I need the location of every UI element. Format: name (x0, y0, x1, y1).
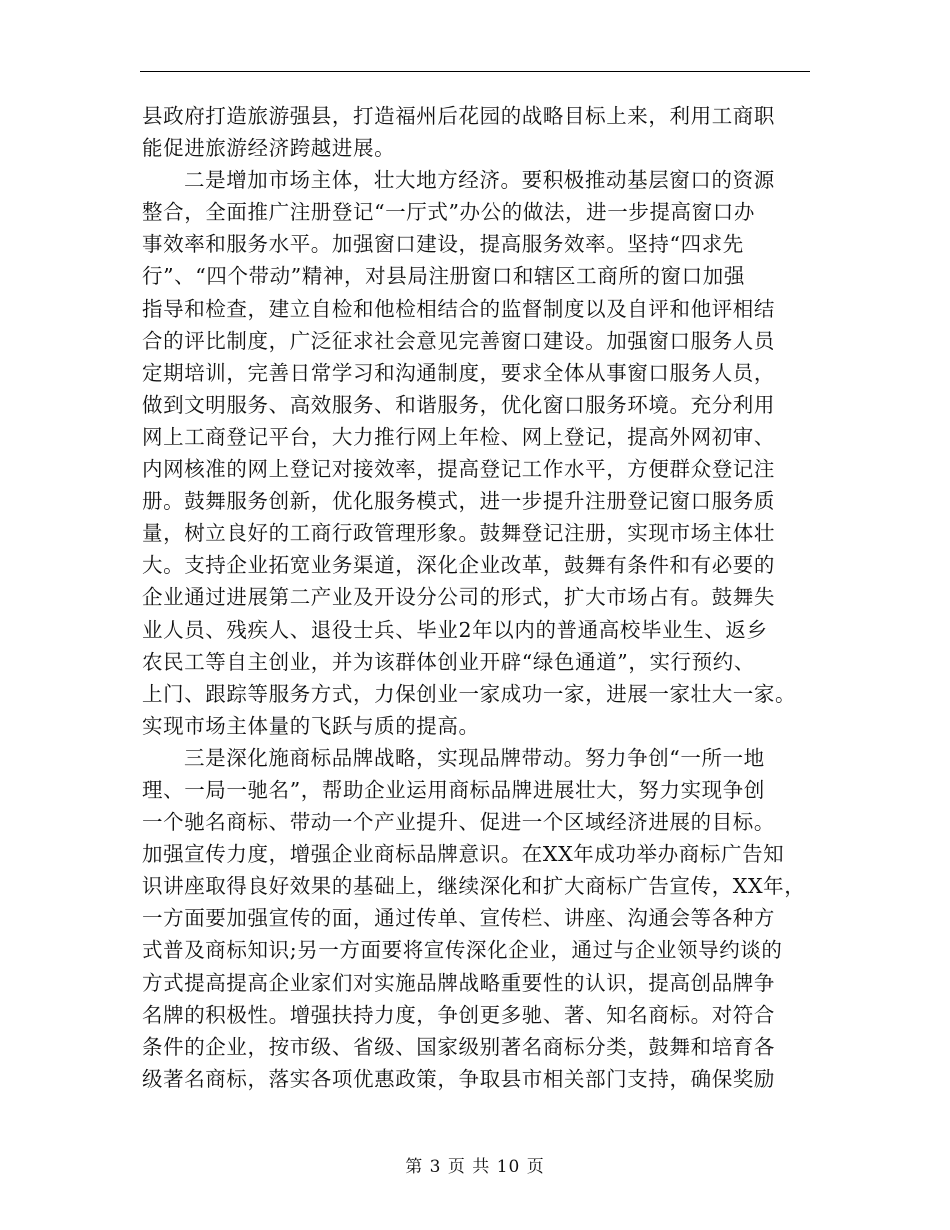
text-line: 能促进旅游经济跨越进展。 (142, 136, 396, 161)
text-line: 内网核准的网上登记对接效率，提高登记工作水平，方便群众登记注 (142, 457, 775, 482)
text-line: 整合，全面推广注册登记“一厅式”办公的做法，进一步提高窗口办 (142, 200, 755, 225)
text-line: 二是增加市场主体，壮大地方经济。要积极推动基层窗口的资源 (184, 168, 775, 193)
text-line: 事效率和服务水平。加强窗口建设，提高服务效率。坚持“四求先 (142, 232, 744, 257)
header-rule (140, 71, 810, 72)
text-line: 方式提高提高企业家们对实施品牌战略重要性的认识，提高创品牌争 (142, 970, 775, 995)
text-line: 级著名商标，落实各项优惠政策，争取县市相关部门支持，确保奖励 (142, 1066, 775, 1091)
text-line: 条件的企业，按市级、省级、国家级别著名商标分类，鼓舞和培育各 (142, 1034, 775, 1059)
text-line: 网上工商登记平台，大力推行网上年检、网上登记，提高外网初审、 (142, 424, 775, 449)
text-line: 一个驰名商标、带动一个产业提升、促进一个区域经济进展的目标。 (142, 810, 775, 835)
text-line: 大。支持企业拓宽业务渠道，深化企业改革，鼓舞有条件和有必要的 (142, 553, 775, 578)
text-line: 企业通过进展第二产业及开设分公司的形式，扩大市场占有。鼓舞失 (142, 585, 775, 610)
text-line: 指导和检查，建立自检和他检相结合的监督制度以及自评和他评相结 (142, 296, 775, 321)
text-line: 合的评比制度，广泛征求社会意见完善窗口建设。加强窗口服务人员 (142, 328, 775, 353)
text-line: 县政府打造旅游强县，打造福州后花园的战略目标上来，利用工商职 (142, 104, 775, 128)
text-line: 一方面要加强宣传的面，通过传单、宣传栏、讲座、沟通会等各种方 (142, 906, 775, 931)
text-line: 量，树立良好的工商行政管理形象。鼓舞登记注册，实现市场主体壮 (142, 521, 775, 546)
text-line: 实现市场主体量的飞跃与质的提高。 (142, 713, 480, 738)
page-number-footer: 第 3 页 共 10 页 (405, 1157, 545, 1177)
text-line: 式普及商标知识;另一方面要将宣传深化企业，通过与企业领导约谈的 (142, 938, 783, 963)
text-line: 业人员、残疾人、退役士兵、毕业2年以内的普通高校毕业生、返乡 (142, 617, 768, 642)
text-line: 行”、“四个带动”精神，对县局注册窗口和辖区工商所的窗口加强 (142, 264, 745, 289)
text-line: 农民工等自主创业，并为该群体创业开辟“绿色通道”，实行预约、 (142, 649, 755, 674)
body-text (142, 100, 810, 1095)
text-line: 识讲座取得良好效果的基础上，继续深化和扩大商标广告宣传，XX年， (142, 874, 806, 899)
text-line: 定期培训，完善日常学习和沟通制度，要求全体从事窗口服务人员， (142, 360, 775, 385)
text-line: 上门、跟踪等服务方式，力保创业一家成功一家，进展一家壮大一家。 (142, 681, 797, 706)
text-line: 做到文明服务、高效服务、和谐服务，优化窗口服务环境。充分利用 (142, 392, 775, 417)
text-line: 三是深化施商标品牌战略，实现品牌带动。努力争创“一所一地 (184, 745, 765, 770)
text-line: 理、一局一驰名”，帮助企业运用商标品牌进展壮大，努力实现争创 (142, 777, 765, 802)
text-line: 名牌的积极性。增强扶持力度，争创更多驰、著、知名商标。对符合 (142, 1002, 775, 1027)
text-line: 册。鼓舞服务创新，优化服务模式，进一步提升注册登记窗口服务质 (142, 489, 775, 514)
text-line: 加强宣传力度，增强企业商标品牌意识。在XX年成功举办商标广告知 (142, 842, 785, 867)
